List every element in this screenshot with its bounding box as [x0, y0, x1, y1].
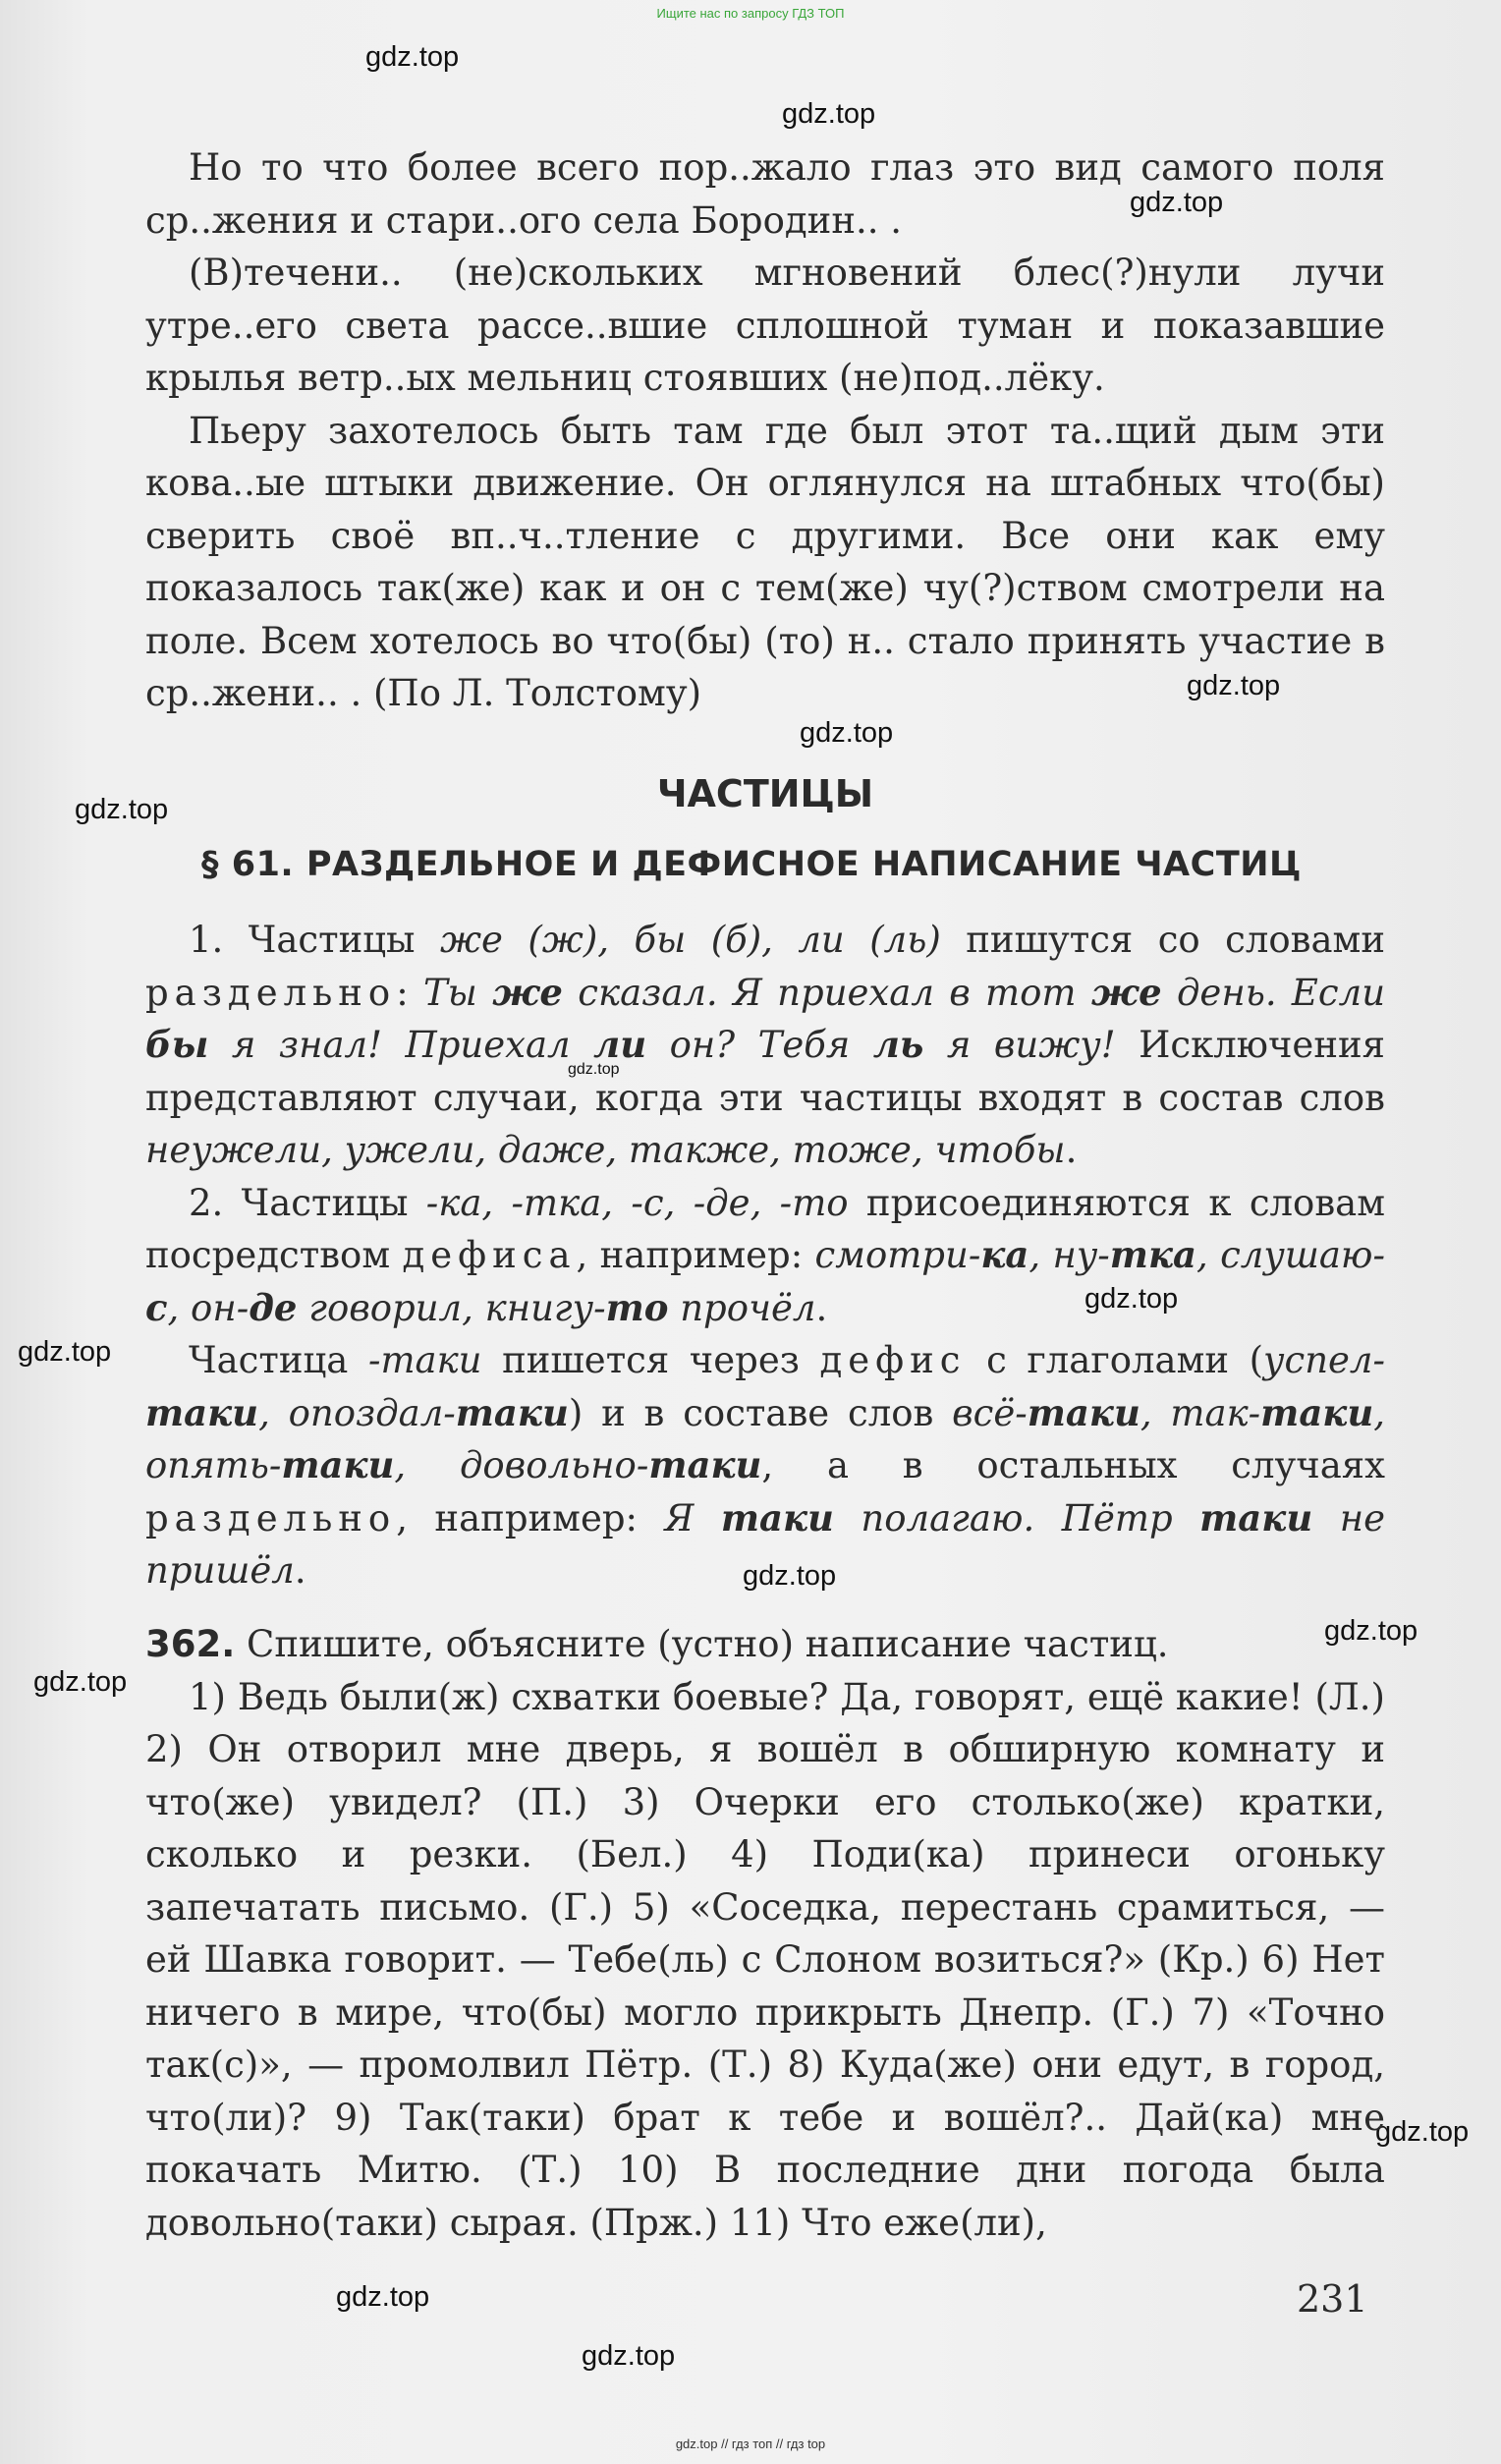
- literary-passage: [145, 141, 1385, 720]
- watermark: gdz.top: [336, 2281, 430, 2313]
- rule-example: Ты же сказал. Я приехал в тот же день. Если бы я знал! Приехал ли он? Тебя ль я вижу!: [145, 970, 1386, 1066]
- exercise-instruction: [145, 1618, 1385, 1671]
- rule-text: с глаголами (: [966, 1339, 1264, 1381]
- rule-exceptions: неужели, ужели, даже, также, тоже, чтобы: [145, 1129, 1066, 1171]
- rule-text: .: [1065, 1129, 1078, 1171]
- bottom-banner[interactable]: gdz.top // гдз топ // гдз top: [675, 2436, 826, 2451]
- rule-text: Частица: [189, 1339, 368, 1381]
- rule-text: присоединяются к словам посредством: [145, 1181, 1386, 1276]
- rule-example: Я таки полагаю. Пётр таки не пришёл: [145, 1495, 1385, 1592]
- watermark: gdz.top: [1375, 2116, 1470, 2148]
- rules-block: [145, 914, 1385, 1597]
- exercise-task: Спишите, объясните (устно) написание частиц.: [235, 1623, 1169, 1665]
- watermark: gdz.top: [1324, 1615, 1418, 1647]
- watermark: gdz.top: [1084, 1283, 1179, 1315]
- rule-text: , например:: [396, 1496, 665, 1540]
- section-subtitle: § 61. РАЗДЕЛЬНОЕ И ДЕФИСНОЕ НАПИСАНИЕ ЧАСТИЦ: [201, 845, 1302, 884]
- rule-particles: -таки: [367, 1339, 482, 1381]
- top-banner[interactable]: Ищите нас по запросу ГДЗ ТОП: [656, 6, 845, 21]
- rule-text: , а в остальных случаях: [761, 1444, 1385, 1486]
- watermark: gdz.top: [18, 1336, 112, 1368]
- rule-text: , например:: [576, 1234, 815, 1276]
- rule-text: .: [815, 1286, 828, 1329]
- rule-text: 1. Частицы: [189, 919, 440, 961]
- watermark: gdz.top: [365, 41, 460, 73]
- rule-1: [145, 914, 1385, 1177]
- rule-emphasis: раздельно: [145, 1496, 397, 1540]
- watermark: gdz.top: [743, 1560, 837, 1592]
- page-number: 231: [1297, 2277, 1368, 2321]
- rule-emphasis: раздельно: [145, 971, 397, 1014]
- rule-text: .: [294, 1549, 306, 1592]
- rule-text: 2. Частицы: [189, 1181, 426, 1224]
- passage-paragraph: Но то что более всего пор..жало глаз это вид самого поля ср..жения и стари..ого села Бородин.. .: [145, 146, 1385, 242]
- rule-3: [145, 1334, 1385, 1597]
- rule-text: пишутся со словами: [940, 919, 1385, 961]
- watermark: gdz.top: [1130, 187, 1224, 218]
- exercise-number: 362.: [145, 1623, 236, 1665]
- passage-paragraph: Пьеру захотелось быть там где был этот та..щий дым эти кова..ые штыки движение. Он оглянулся на штабных что(бы) сверить своё вп..ч..тление с другими. Все они как ему показалось так(же) как и он с тем(же) чу(?)ством смотрели на поле. Всем хотелось во что(бы) (то) н.. стало принять участие в ср..жени.. . (По Л. Толстому): [145, 409, 1385, 714]
- watermark: gdz.top: [582, 2340, 676, 2372]
- rule-2: [145, 1177, 1385, 1335]
- watermark: gdz.top: [782, 98, 876, 130]
- rule-text: пишется через: [481, 1339, 820, 1381]
- rule-particles: -ка, -тка, -с, -де, -то: [425, 1181, 849, 1224]
- rule-text: ) и в составе слов: [568, 1391, 953, 1434]
- watermark: gdz.top: [33, 1666, 128, 1698]
- section-title: ЧАСТИЦЫ: [656, 772, 874, 815]
- watermark: gdz.top: [568, 1061, 620, 1078]
- watermark: gdz.top: [800, 717, 894, 749]
- rule-text: Исключения представляют случаи, когда эти частицы входят в состав слов: [145, 1024, 1385, 1119]
- rule-example: всё-таки, так-таки, опять-таки, довольно-таки: [145, 1390, 1386, 1486]
- exercise-362: [145, 1618, 1385, 2249]
- watermark: gdz.top: [75, 794, 169, 825]
- rule-emphasis: дефиса: [402, 1234, 577, 1276]
- rule-emphasis: дефис: [819, 1339, 967, 1381]
- rule-particles: же (ж), бы (б), ли (ль): [439, 919, 941, 961]
- rule-example: смотри-ка, ну-тка, слушаю-с, он-де говорил, книгу-то прочёл: [145, 1233, 1385, 1329]
- rule-example: успел-таки, опоздал-таки: [145, 1339, 1385, 1434]
- rule-text: :: [396, 971, 423, 1014]
- exercise-body: 1) Ведь были(ж) схватки боевые? Да, говорят, ещё какие! (Л.) 2) Он отворил мне дверь, я вошёл в обширную комнату и что(же) увидел? (П.) 3) Очерки его столько(же) кратки, сколько и резки. (Бел.) 4) Поди(ка) принеси огоньку запечатать письмо. (Г.) 5) «Соседка, перестань срамиться, — ей Шавка говорит. — Тебе(ль) с Слоном возиться?» (Кр.) 6) Нет ничего в мире, что(бы) могло прикрыть Днепр. (Г.) 7) «Точно так(с)», — промолвил Пётр. (Т.) 8) Куда(же) они едут, в город, что(ли)? 9) Так(таки) брат к тебе и вошёл?.. Дай(ка) мне покачать Митю. (Т.) 10) В последние дни погода была довольно(таки) сырая. (Прж.) 11) Что еже(ли),: [145, 1675, 1385, 2244]
- watermark: gdz.top: [1187, 670, 1281, 701]
- passage-paragraph: (В)течени.. (не)скольких мгновений блес(?)нули лучи утре..его света рассе..вшие сплошной туман и показавшие крылья ветр..ых мельниц стоявших (не)под..лёку.: [145, 252, 1385, 399]
